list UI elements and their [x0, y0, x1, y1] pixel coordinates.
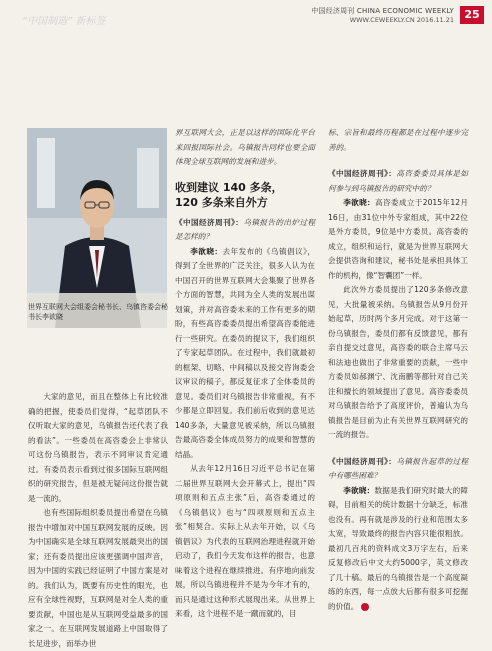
answer-text: 高咨委成立于2015年12月16日，由31位中外专家组成，其中22位是外方委员，9位是中方委员。高咨委的成立，组织和运行，就是为世界互联网大会提供咨询和建议，秘书处是承担具体工作的机构，像“智囊团”一样。: [328, 198, 468, 280]
interview-answer: [328, 196, 468, 283]
heading-line-1: 收到建议 140 多条，: [175, 180, 283, 194]
interview-answer: [328, 484, 468, 615]
body-paragraph: 从去年12月16日习近平总书记在第二届世界互联网大会开幕式上，提出“四项原则和五点主张”后，高咨委通过的《乌镇倡议》也与“四项原则和五点主张”相契合。实际上从去年开始，以《乌镇倡议》为代表的互联网治理进程就开始启动了，我们今天发布这样的报告，也意味着这个进程在继续推进。有序地向前发展，所以乌镇进程并不是为今年才有的，而只是通过这种形式展现出来。从世界上来看，这个进程不是一蹴而就的，目: [175, 464, 315, 618]
question-text: 乌镇报告起草的过程中有哪些困难？: [328, 456, 469, 480]
question-text: 乌镇报告的出炉过程是怎样的？: [175, 217, 316, 241]
answer-text: 数据是我们研究时最大的障碍，目前相关的统计数据十分缺乏，标准也没有。再有就是涉及的行业和范围太多太宽，导致最终的报告内容只能很粗放。最初几百兆的资料成文3万字左右，后来反复修改后中文大约5000字，英文修改了几十稿。最后的乌镇报告是一个高度凝练的东西，每一点放大后都有很多可挖掘的价值。: [328, 485, 469, 611]
decorative-title: “中国制造” 新标签: [22, 16, 106, 27]
column-middle: [175, 124, 315, 622]
interview-answer: [175, 245, 315, 463]
page-number: 25: [460, 6, 484, 24]
answer-speaker: 李欲晓：: [343, 198, 376, 207]
column-right: [328, 124, 468, 614]
portrait-photo: [27, 128, 167, 328]
body-paragraph: 也有些国际组织委员提出希望在乌镇报告中增加对中国互联网发展的反映。因为中国确实是全球互联网发展最突出的国家；还有委员提出应该更强调中国声音，因为中国的实践已经证明了中国方案是对的。我们认为，既要有历史性的眼光，也应有全球性视野，互联网是对全人类的重要贡献，中国也是从互联网受益最多的国家之一。在互联网发展道路上中国取得了长足进步，而举办世: [28, 508, 168, 648]
answer-text: 去年发布的《乌镇倡议》，得到了全世界的广泛关注，很多人认为在中国召开的世界互联网大会集聚了世界各个方面的智慧，共同为全人类的发展出谋划策，并对高咨委未来的工作有更多的期盼，有些高咨委委员提出希望高咨委能进行一些研究。在委员的提议下，我们组织了专家起草团队。在过程中，我们就最初的框架、切略、中间稿以及接交咨询委会议审议的稿子，都反复征求了全体委员的意见。委员们对乌镇报告非常重视，有不少都是立即回复。我们前后收到的意见达140多条，大量意见被采纳，所以乌镇报告最高咨委全体成员努力的成果和智慧的结晶。: [175, 246, 316, 459]
page-header: [184, 6, 484, 34]
photo-caption: 世界互联网大会组委会秘书长、乌镇咨委会秘书长李欲晓: [28, 303, 168, 321]
article-end-mark: [361, 603, 369, 611]
body-paragraph: 界互联网大会，正是以这样的国际化平台来回报国际社会。乌镇报告同样也要全面体现全球互联网的发展和进步。: [175, 128, 315, 166]
body-paragraph: 标、宗旨和最终历程都是在过程中逐步完善的。: [328, 128, 468, 152]
answer-speaker: 李欲晓：: [343, 485, 375, 495]
column-left: [28, 390, 168, 651]
interview-question: [175, 216, 315, 245]
question-text: 高咨委委员具体是如何参与到乌镇报告的研究中的？: [328, 169, 469, 193]
interview-question: [328, 167, 468, 196]
section-heading: [175, 180, 315, 210]
question-tag: 《中国经济周刊》：: [328, 169, 397, 178]
question-tag: 《中国经济周刊》：: [175, 217, 244, 227]
portrait-illustration: [27, 128, 167, 328]
magazine-name: 中国经济周刊 CHINA ECONOMIC WEEKLY: [311, 7, 454, 15]
magazine-url-date: WWW.CEWEEKLY.CN 2016.11.21: [349, 16, 454, 24]
heading-line-2: 120 多条来自外方: [175, 195, 268, 209]
question-tag: 《中国经济周刊》：: [328, 456, 397, 466]
answer-speaker: 李欲晓：: [190, 246, 223, 256]
body-paragraph: 此次外方委员提出了120多条修改意见，大批量被采纳。乌镇报告从9月份开始起草，历时两个多月完成。对于这第一份乌镇报告，委员们都有反馈意见，都有亲自提交过意见，高咨委的联合主席马云和法迪也做出了非常重要的贡献，一些中方委员如郝渊宁、沈南鹏等都针对自己关注和擅长的领域提出了意见。高咨委委员对乌镇报告给予了高度评价，普遍认为乌镇报告是目前为止有关世界互联网研究的一流的报告。: [328, 285, 468, 439]
body-paragraph: 大家的意见，而且在整体上有比较准确的把握，使委员们觉得，“起草团队不仅听取大家的意见，乌镇报告还代表了我的看法”。一些委员在高咨委会上非常认可这份乌镇报告，表示不同审议肯定通过。有委员表示看到过很多国际互联网组织的研究报告，但是被无疑问这份报告就是一流的。: [28, 392, 168, 503]
interview-question: [328, 455, 468, 484]
